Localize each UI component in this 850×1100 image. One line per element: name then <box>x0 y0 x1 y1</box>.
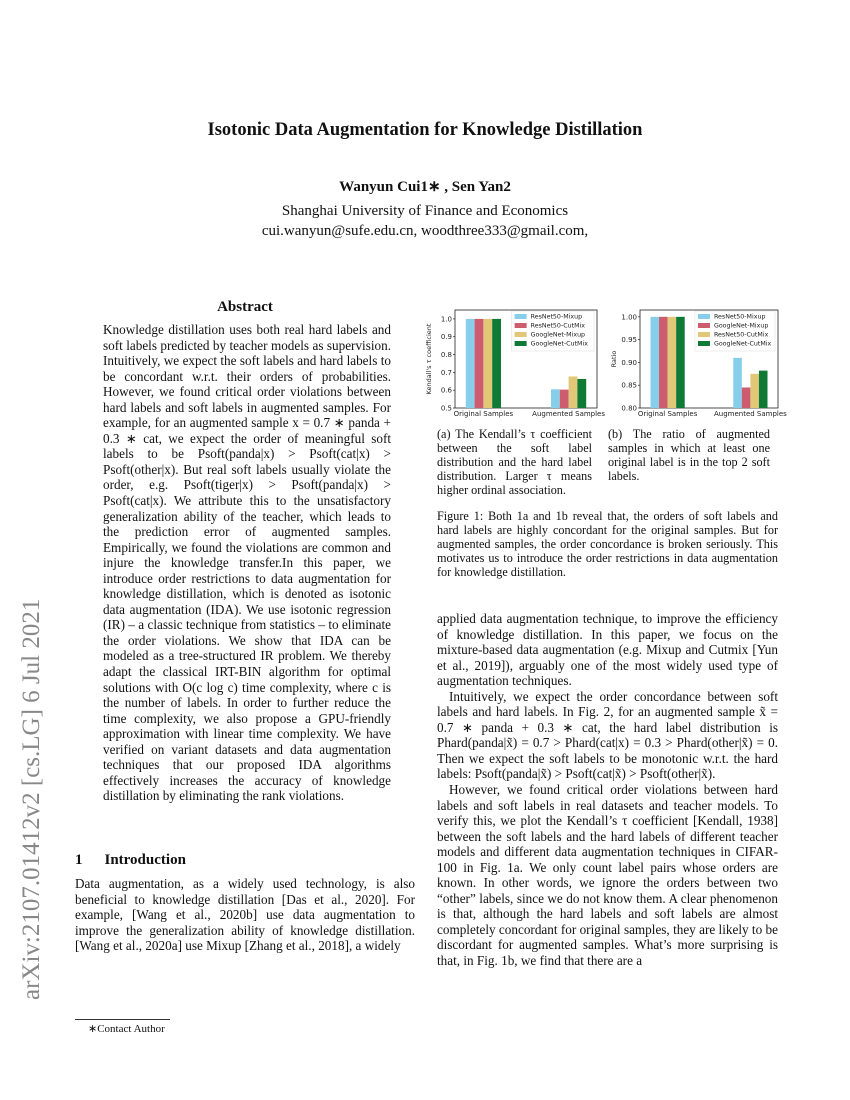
paper-title: Isotonic Data Augmentation for Knowledge Distillation <box>207 120 643 140</box>
bar <box>466 319 475 408</box>
legend-label: ResNet50-CutMix <box>530 322 585 330</box>
paragraph: Intuitively, we expect the order concordance between soft labels and hard labels. In Fig. 2, for an augmented sample x̃ = 0.7 ∗ panda + 0.3 ∗ cat, the hard label distribution is Phard(panda|x̃) = 0.7 > Phard(cat|x) = 0.3 > Phard(other|x̃) = 0. Then we expect the soft labels to be monotonic w.r.t. the hard labels: Psoft(panda|x̃) > Psoft(cat|x̃) > Psoft(other|x̃). <box>437 688 778 782</box>
abstract-text: Knowledge distillation uses both real hard labels and soft labels predicted by teacher models as supervision. Intuitively, we expect the soft labels and hard labels to be concordant w.r.t. their orders of probabilities. However, we found critical order violations between hard labels and soft labels in augmented samples. For example, for an augmented sample x = 0.7 ∗ panda + 0.3 ∗ cat, we expect the order of meaningful soft labels to be Psoft(panda|x) > Psoft(cat|x) > Psoft(other|x). But real soft labels usually violate the order, e.g. Psoft(tiger|x) > Psoft(panda|x) > Psoft(cat|x). We attribute this to the unsatisfactory generalization ability of the teacher, which leads to the prediction error of augmented samples. Empirically, we found the violations are common and injure the knowledge transfer.In this paper, we introduce order restrictions to data augmentation for knowledge distillation, which is denoted as isotonic data augmentation (IDA). We use isotonic regression (IR) – a classic technique from statistics – to eliminate the order violations. We show that IDA can be modeled as a tree-structured IR problem. We thereby adapt the classical IRT-BIN algorithm for optimal solutions with O(c log c) time complexity, where c is the number of labels. In order to further reduce the time complexity, we also propose a GPU-friendly approximation with linear time complexity. We have verified on variant datasets and data augmentation techniques that our proposed IDA algorithms effectively increases the accuracy of knowledge distillation by eliminating the rank violations. <box>103 322 391 804</box>
x-tick-label: Original Samples <box>453 410 514 418</box>
y-axis-label: Ratio <box>610 350 618 368</box>
author-emails: cui.wanyun@sufe.edu.cn, woodthree333@gmail.com, <box>261 223 589 239</box>
legend-swatch <box>515 332 527 337</box>
x-tick-label: Original Samples <box>637 410 698 418</box>
legend-label: ResNet50-CutMix <box>713 331 769 339</box>
bar <box>551 389 560 408</box>
legend-swatch <box>698 323 710 328</box>
y-tick-label: 0.9 <box>440 333 452 342</box>
bar <box>483 319 492 408</box>
subfigure-caption-b: (b) The ratio of augmented samples in which at least one original label is in the top 2 soft labels. <box>608 427 770 483</box>
bar <box>492 319 501 408</box>
bar <box>569 376 578 408</box>
paragraph: applied data augmentation technique, to improve the efficiency of knowledge distillation. In this paper, we focus on the mixture-based data augmentation (e.g. Mixup and Cutmix [Yun et al., 2019]), arguably one of the most widely used type of augmentation techniques. <box>437 611 778 689</box>
legend-swatch <box>515 323 527 328</box>
abstract-heading: Abstract <box>217 299 273 315</box>
footnote: ∗Contact Author <box>88 1023 165 1035</box>
chart-kendall-tau <box>425 298 608 420</box>
y-axis-label: Kendall's τ coefficient <box>425 323 433 395</box>
legend-swatch <box>515 341 527 346</box>
legend-label: ResNet50-Mixup <box>713 313 766 321</box>
legend-label: GoogleNet-Mixup <box>530 331 586 339</box>
y-tick-label: 0.80 <box>621 404 637 413</box>
bar <box>650 317 659 408</box>
authors: Wanyun Cui1∗ , Sen Yan2 <box>339 179 511 195</box>
y-tick-label: 0.90 <box>621 358 637 367</box>
bar <box>676 317 685 408</box>
legend-label: GoogleNet-CutMix <box>713 340 772 348</box>
y-tick-label: 0.5 <box>440 404 452 413</box>
y-tick-label: 1.0 <box>440 315 452 324</box>
bar <box>750 374 759 408</box>
bar <box>577 379 586 408</box>
x-tick-label: Augmented Samples <box>713 410 787 418</box>
bar <box>742 387 751 408</box>
bar <box>560 390 569 408</box>
section-number: 1 <box>75 852 83 868</box>
legend-swatch <box>698 341 710 346</box>
legend-swatch <box>698 332 710 337</box>
subfigure-caption-a: (a) The Kendall’s τ coefficient between the soft label distribution and the hard label distribution. Larger τ means higher ordinal association. <box>437 427 592 497</box>
figure-caption: Figure 1: Both 1a and 1b reveal that, the orders of soft labels and hard labels are highly concordant for the original samples. But for augmented samples, the order concordance is broken seriously. This motivates us to introduce the order restrictions in data augmentation for knowledge distillation. <box>437 509 778 579</box>
paragraph: However, we found critical order violations between hard labels and soft labels in real datasets and teacher models. To verify this, we plot the Kendall’s τ coefficient [Kendall, 1938] between the soft labels and the hard labels of different teacher models and different data augmentation techniques in CIFAR-100 in Fig. 1a. We only count label pairs whose orders are known. In other words, we ignore the orders between two “other” labels, since we do not know them. A clear phenomenon is that, although the hard labels and soft labels are almost completely concordant for original samples, they are likely to be discordant for augmented samples. What’s more surprising is that, in Fig. 1b, we find that there are a <box>437 782 778 969</box>
bar <box>659 317 668 408</box>
right-column-text <box>437 611 778 969</box>
legend-swatch <box>698 314 710 319</box>
x-tick-label: Augmented Samples <box>532 410 606 418</box>
y-tick-label: 1.00 <box>621 313 637 322</box>
y-tick-label: 0.85 <box>621 381 637 390</box>
intro-paragraph: Data augmentation, as a widely used technology, is also beneficial to knowledge distillation [Das et al., 2020]. For example, [Wang et al., 2020b] use data augmentation to improve the generalization ability of knowledge distillation. [Wang et al., 2020a] use Mixup [Zhang et al., 2018], a widely <box>75 876 415 954</box>
arxiv-stamp: arXiv:2107.01412v2 [cs.LG] 6 Jul 2021 <box>18 598 45 1000</box>
footnote-rule <box>75 1019 170 1020</box>
y-tick-label: 0.6 <box>440 386 452 395</box>
legend-swatch <box>515 314 527 319</box>
bar <box>759 371 768 408</box>
y-tick-label: 0.95 <box>621 336 637 345</box>
legend-label: ResNet50-Mixup <box>530 313 583 321</box>
section-heading-introduction <box>75 852 208 869</box>
y-tick-label: 0.8 <box>440 351 452 360</box>
section-title: Introduction <box>104 852 186 868</box>
legend-label: GoogleNet-Mixup <box>713 322 769 330</box>
y-tick-label: 0.7 <box>440 368 452 377</box>
bar <box>733 358 742 408</box>
bar <box>475 319 484 408</box>
legend-label: GoogleNet-CutMix <box>530 340 588 348</box>
chart-ratio <box>604 298 787 420</box>
bar <box>668 317 677 408</box>
affiliation: Shanghai University of Finance and Economics <box>281 203 569 219</box>
